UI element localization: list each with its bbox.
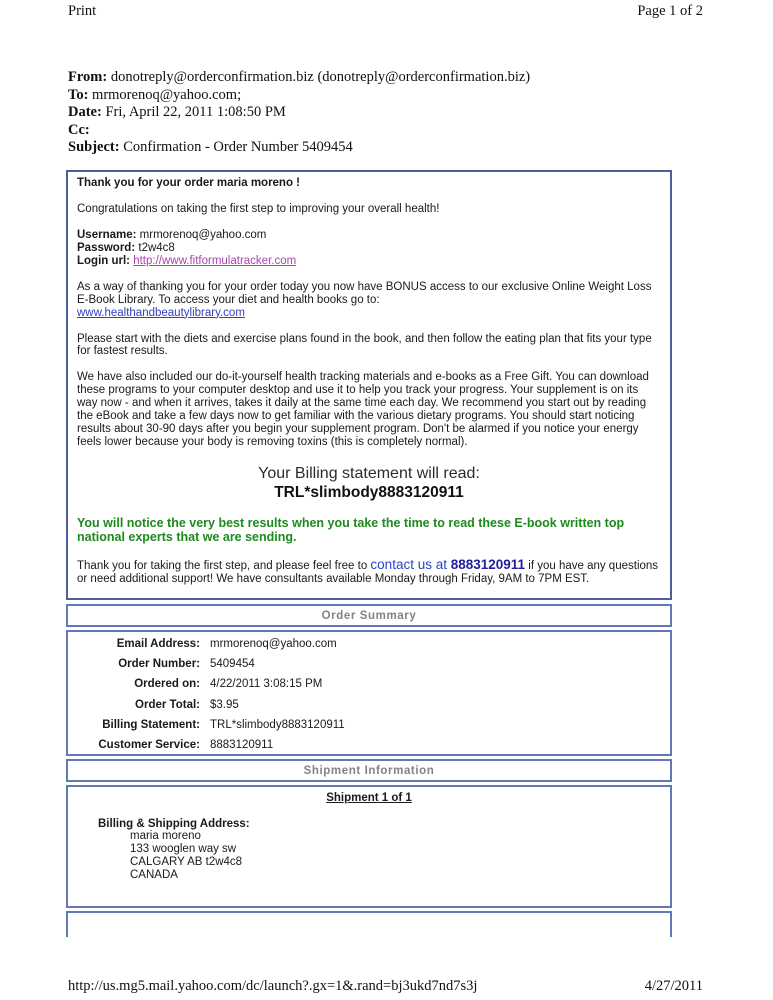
from-label: From: (68, 69, 108, 85)
shipment-box (66, 785, 672, 908)
email-body-box (66, 170, 672, 600)
to-value: mrmorenoq@yahoo.com; (92, 86, 242, 103)
billing-read-value: TRL*slimbody8883120911 (274, 483, 464, 501)
address-line: CANADA (130, 869, 178, 881)
address-line: maria moreno (130, 830, 201, 842)
address-line: 133 wooglen way sw (130, 843, 237, 855)
print-header (68, 3, 703, 20)
email-meta-headers (68, 69, 703, 157)
password-value: t2w4c8 (138, 241, 175, 254)
contact-phone: 8883120911 (450, 556, 526, 572)
row-value: mrmorenoq@yahoo.com (210, 638, 337, 650)
meta-subject (68, 139, 703, 157)
print-title: Print (68, 3, 97, 19)
congrats-text: Congratulations on taking the first step to improving your overall health! (77, 202, 440, 215)
order-summary-header (66, 604, 672, 627)
green-note: You will notice the very best results when you take the time to read these E-book written top national experts that we are sending. (77, 515, 625, 545)
next-section-box-cutoff (66, 911, 672, 937)
row-value: 4/22/2011 3:08:15 PM (210, 678, 323, 691)
date-value: Fri, April 22, 2011 1:08:50 PM (105, 104, 286, 121)
subject-label: Subject: (68, 139, 120, 156)
order-summary-box (66, 630, 672, 756)
cc-label: Cc: (68, 121, 90, 138)
row-label: Ordered on: (134, 678, 200, 691)
meta-cc (68, 122, 703, 140)
diet-text: Please start with the diets and exercise plans found in the book, and then follow the eating plan that fits your type for fastest results. (77, 332, 652, 358)
username-row (77, 229, 661, 242)
row-value: 8883120911 (210, 738, 274, 751)
tracking-text: We have also included our do-it-yourself health tracking materials and e-books as a Free Gift. You can download these programs to your computer desktop and use it to help you track your progress. Your supplement is on its way now - and when it arrives, takes it daily at the same time each day. We recommend you start out by reading the eBook and take a few days now to get familiar with the various dietary programs. You should start noticing results about 30-90 days after you begin your supplement program. Don't be alarmed if you notice your energy feels lower because your body is removing toxins (this is completely normal). (77, 371, 649, 448)
username-value: mrmorenoq@yahoo.com (139, 228, 267, 241)
login-row (77, 255, 661, 268)
date-label: Date: (68, 104, 102, 121)
from-value: donotreply@orderconfirmation.biz (donotreply@orderconfirmation.biz) (110, 69, 531, 85)
username-label: Username: (77, 228, 137, 241)
greeting-text: Thank you for your order maria moreno ! (77, 177, 301, 189)
login-url-link[interactable]: http://www.fitformulatracker.com (133, 254, 297, 267)
table-row (68, 719, 670, 739)
row-value: 5409454 (210, 658, 255, 671)
shipment-info-header (66, 759, 672, 782)
row-label: Order Total: (135, 698, 200, 711)
bonus-paragraph (77, 281, 661, 320)
billing-shipping-address-label: Billing & Shipping Address: (98, 818, 250, 830)
row-label: Billing Statement: (102, 718, 200, 731)
table-row (68, 699, 670, 719)
support-before: Thank you for taking the first step, and please feel free to (77, 559, 371, 572)
contact-us-link[interactable] (370, 556, 526, 572)
password-row (77, 242, 661, 255)
row-label: Order Number: (118, 658, 200, 671)
meta-from (68, 69, 703, 87)
subject-value: Confirmation - Order Number 5409454 (123, 139, 353, 156)
contact-us-text: contact us at (370, 556, 451, 572)
to-label: To: (68, 86, 89, 103)
table-row (68, 739, 670, 759)
shipment-info-title: Shipment Information (303, 764, 435, 777)
login-url-label: Login url: (77, 254, 131, 267)
password-label: Password: (77, 241, 136, 254)
print-footer (68, 978, 703, 995)
billing-read-label: Your Billing statement will read: (258, 464, 480, 482)
meta-date (68, 104, 703, 122)
support-paragraph (77, 558, 661, 586)
table-row (68, 638, 670, 658)
support-after: if you have any questions or need additional support! We have consultants available Monday through Friday, 9AM to 7PM EST. (77, 559, 659, 586)
meta-to (68, 87, 703, 105)
order-summary-title: Order Summary (321, 609, 417, 622)
footer-date: 4/27/2011 (644, 978, 703, 994)
billing-statement-note (77, 464, 661, 502)
row-label: Customer Service: (98, 738, 200, 751)
row-value: $3.95 (210, 698, 239, 711)
footer-url: http://us.mg5.mail.yahoo.com/dc/launch?.gx=1&.rand=bj3ukd7nd7s3j (68, 978, 478, 994)
row-value: TRL*slimbody8883120911 (210, 718, 345, 731)
table-row (68, 678, 670, 698)
bonus-text: As a way of thanking you for your order today you now have BONUS access to our exclusive Online Weight Loss E-Book Library. To access your diet and health books go to: (77, 280, 652, 306)
credentials-block (77, 229, 661, 268)
library-url-link[interactable]: www.healthandbeautylibrary.com (77, 306, 245, 319)
page-number: Page 1 of 2 (637, 3, 703, 19)
row-label: Email Address: (116, 638, 200, 650)
address-line: CALGARY AB t2w4c8 (130, 856, 243, 868)
table-row (68, 658, 670, 678)
shipment-count-label: Shipment 1 of 1 (326, 792, 412, 804)
